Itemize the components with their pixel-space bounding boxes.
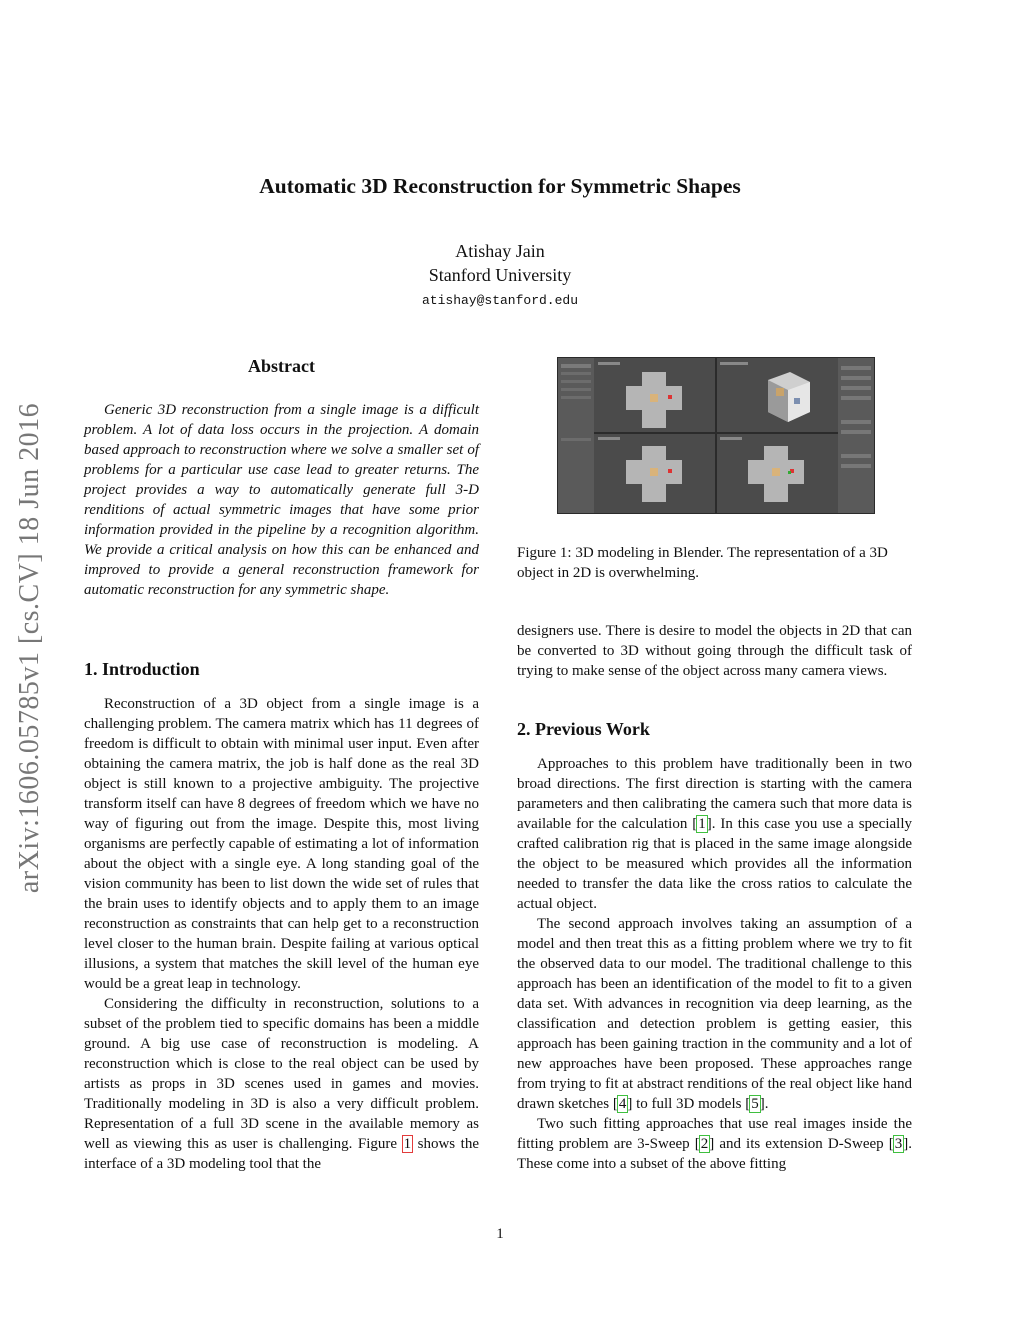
figure-caption: Figure 1: 3D modeling in Blender. The representation of a 3D object in 2D is overwhelming. <box>517 545 888 581</box>
arxiv-stamp: arXiv:1606.05785v1 [cs.CV] 18 Jun 2016 <box>14 402 45 894</box>
abstract-body <box>84 400 479 600</box>
paper-title: Automatic 3D Reconstruction for Symmetric Shapes <box>259 174 741 198</box>
citation-5-link[interactable]: 5 <box>751 1096 759 1112</box>
author-email: atishay@stanford.edu <box>421 293 579 308</box>
previous-work-paragraph-2: The second approach involves taking an assumption of a model and then treat this as a fitting problem where we try to fit the observed data to our model. The traditional challenge to this approach has been an identification of the model to fit to a given data set. With advances in recognition via deep learning, as the classification and detection problem is getting easier, this approach has been gaining traction in the community and a lot of new approaches have been proposed. These approaches range from trying to fit at abstract renditions of the real object like hand drawn sketches [4] to full 3D models [5]. <box>517 916 912 1112</box>
previous-work-body <box>517 754 912 1174</box>
citation-2-link[interactable]: 2 <box>700 1136 709 1152</box>
page-number: 1 <box>496 1226 504 1242</box>
author-affiliation: Stanford University <box>428 265 572 285</box>
previous-work-heading: 2. Previous Work <box>517 719 650 739</box>
intro-continuation <box>517 621 912 681</box>
citation-4-link[interactable]: 4 <box>618 1096 627 1112</box>
previous-work-paragraph-1: Approaches to this problem have traditionally been in two broad directions. The first direction is starting with the camera parameters and then calibrating the camera such that more data is available for the calculation [1]. In this case you use a specially crafted calibration rig that is placed in the same image alongside the object to be measured which provides all the information needed to transfer the data like the cross ratios to calculate the actual object. <box>517 756 913 912</box>
abstract-text: Generic 3D reconstruction from a single image is a difficult problem. A lot of data loss occurs in the projection. A domain based approach to reconstruction where we solve a smaller set of problems for a particular use case lead to greater returns. The project provides a way to automatically generate full 3-D renditions of actual symmetric images that have some prior information provided in the pipeline by a recognition algorithm. We provide a critical analysis on how this can be enhanced and improved to provide a general reconstruction framework for automatic reconstruction for any symmetric shape. <box>84 402 479 598</box>
previous-work-paragraph-3: Two such fitting approaches that use real images inside the fitting problem are 3-Sweep [2] and its extension D-Sweep [3]. These come into a subset of the above fitting <box>517 1116 913 1172</box>
figure-1-link[interactable]: 1 <box>403 1136 412 1152</box>
blender-viewports-image <box>558 358 874 513</box>
introduction-heading: 1. Introduction <box>84 659 200 679</box>
intro-paragraph-2-continued: designers use. There is desire to model the objects in 2D that can be converted to 3D without going through the difficult task of trying to make sense of the object across many camera views. <box>517 623 912 679</box>
abstract-heading: Abstract <box>248 356 315 376</box>
citation-3-link[interactable]: 3 <box>894 1136 903 1152</box>
introduction-body <box>84 694 479 1174</box>
intro-paragraph-2: Considering the difficulty in reconstruction, solutions to a subset of the problem tied to specific domains has been a middle ground. A big use case of reconstruction is modeling. A reconstruction which is close to the real object can be used by artists as props in 3D scenes used in games and movies. Traditionally modeling in 3D is also a very difficult problem. Representation of a full 3D scene in the available memory as well as viewing this as user is challenging. Figure 1 shows the interface of a 3D modeling tool that the <box>84 996 479 1172</box>
intro-paragraph-1: Reconstruction of a 3D object from a single image is a challenging problem. The camera matrix which has 11 degrees of freedom is difficult to obtain with minimal user input. Even after obtaining the camera matrix, the job is half done as the real 3D object is still known to a projective ambiguity. The projective transform itself can have 8 degrees of freedom which we have no way of figuring out from the image. Despite this, most living organisms are perfectly capable of estimating a lot of information about the object with a single eye. A long standing goal of the vision community has been to list down the wide set of rules that the brain uses to identify objects and to apply them to an image reconstruction as constraints that can help get to a reconstruction level closer to the human brain. Despite failing at various optical illusions, a system that matches the skill level of the human eye would be a great leap in technology. <box>84 696 479 992</box>
blender-screenshot-figure <box>557 357 875 514</box>
citation-1-link[interactable]: 1 <box>698 816 706 832</box>
author-name: Atishay Jain <box>455 241 545 261</box>
